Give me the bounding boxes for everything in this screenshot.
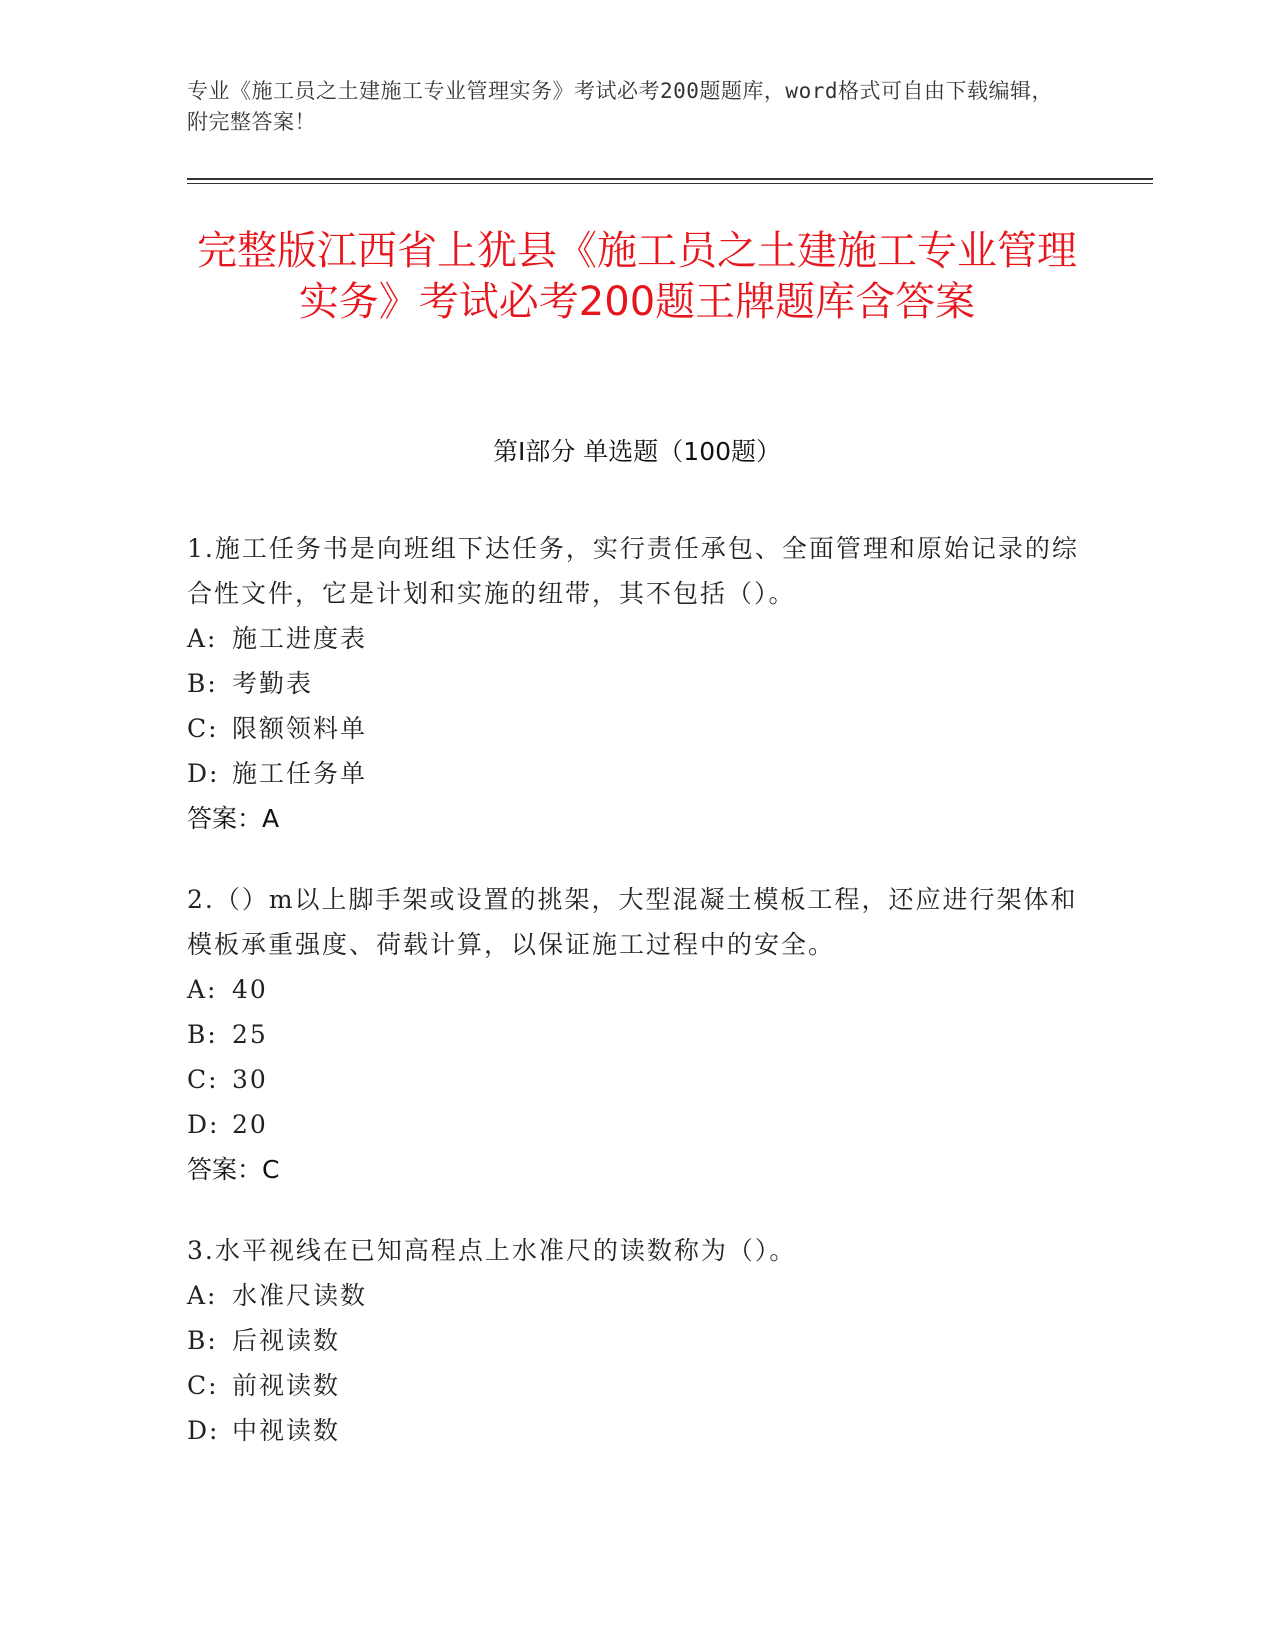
question-text: 1.施工任务书是向班组下达任务，实行责任承包、全面管理和原始记录的综合性文件，它是计划和实施的纽带，其不包括（）。 [187, 534, 1079, 608]
option-c [187, 1363, 1087, 1408]
option-letter: C: [187, 1371, 219, 1400]
option-letter: B: [187, 669, 218, 698]
option-letter: B: [187, 1020, 218, 1049]
option-text: 前视读数 [232, 1371, 341, 1400]
option-letter: A: [187, 624, 218, 653]
option-text: 限额领料单 [232, 714, 368, 743]
option-text: 20 [232, 1110, 268, 1139]
option-b [187, 661, 1087, 706]
option-text: 中视读数 [232, 1416, 341, 1445]
document-title: 完整版江西省上犹县《施工员之土建施工专业管理实务》考试必考200题王牌题库含答案 [197, 228, 1077, 325]
question-item [187, 877, 1087, 1192]
option-text: 30 [232, 1065, 268, 1094]
option-letter: D: [187, 1110, 220, 1139]
question-text: 2.（）m以上脚手架或设置的挑架，大型混凝土模板工程，还应进行架体和模板承重强度、荷载计算，以保证施工过程中的安全。 [187, 885, 1078, 959]
option-a [187, 1273, 1087, 1318]
option-text: 施工进度表 [232, 624, 368, 653]
option-d [187, 1102, 1087, 1147]
question-list [187, 526, 1087, 1489]
question-item [187, 1228, 1087, 1453]
option-text: 40 [232, 975, 268, 1004]
option-letter: C: [187, 714, 219, 743]
option-text: 施工任务单 [232, 759, 368, 788]
option-letter: C: [187, 1065, 219, 1094]
option-letter: B: [187, 1326, 218, 1355]
option-text: 后视读数 [232, 1326, 341, 1355]
header-rule-thin [187, 183, 1153, 184]
option-text: 考勤表 [232, 669, 314, 698]
header-note: 专业《施工员之土建施工专业管理实务》考试必考200题题库，word格式可自由下载编辑，附完整答案！ [187, 79, 1053, 134]
option-letter: D: [187, 1416, 220, 1445]
option-c [187, 706, 1087, 751]
option-letter: A: [187, 1281, 218, 1310]
option-text: 水准尺读数 [232, 1281, 368, 1310]
option-a [187, 967, 1087, 1012]
option-letter: A: [187, 975, 218, 1004]
question-text: 3.水平视线在已知高程点上水准尺的读数称为（）。 [187, 1236, 797, 1265]
answer-label: 答案：A [187, 804, 280, 833]
option-b [187, 1012, 1087, 1057]
question-item [187, 526, 1087, 841]
option-d [187, 1408, 1087, 1453]
answer-label: 答案：C [187, 1155, 280, 1184]
option-b [187, 1318, 1087, 1363]
option-text: 25 [232, 1020, 268, 1049]
option-a [187, 616, 1087, 661]
header-rule-thick [187, 178, 1153, 180]
option-letter: D: [187, 759, 220, 788]
option-d [187, 751, 1087, 796]
option-c [187, 1057, 1087, 1102]
section-title: 第Ⅰ部分 单选题（100题） [492, 437, 782, 466]
